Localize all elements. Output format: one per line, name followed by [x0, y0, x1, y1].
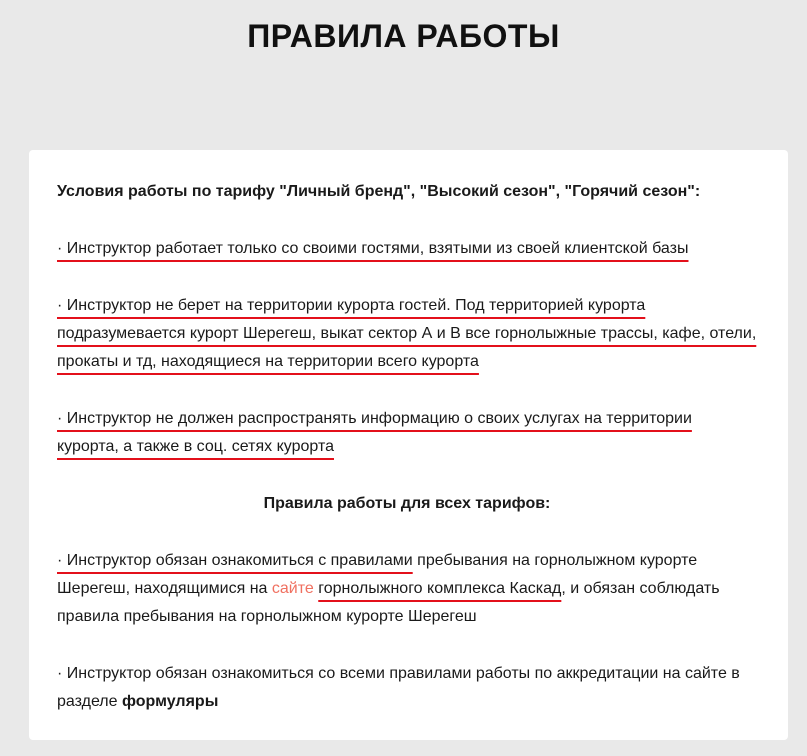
rule-no-advertising [57, 405, 757, 461]
page-title: ПРАВИЛА РАБОТЫ [247, 18, 560, 54]
rule-accreditation [57, 660, 757, 716]
rule-no-resort-guests [57, 292, 757, 376]
rule-stay-rules-underlined: · Инструктор обязан ознакомиться с правилами [57, 552, 413, 569]
section-heading-tariffs: Условия работы по тарифу "Личный бренд", "Высокий сезон", "Горячий сезон": [57, 183, 701, 200]
rule-own-guests [57, 235, 757, 263]
rule-own-guests-text: · Инструктор работает только со своими гостями, взятыми из своей клиентской базы [57, 240, 689, 257]
section-heading-all-tariffs: Правила работы для всех тарифов: [263, 495, 551, 512]
rules-content [57, 178, 757, 716]
rule-stay-rules [57, 547, 757, 631]
rules-card [29, 150, 788, 740]
rule-accreditation-text: · Инструктор обязан ознакомиться со всеми правилами работы по аккредитации на сайте в разделе [57, 665, 740, 710]
forms-link[interactable]: формуляры [121, 693, 219, 710]
rule-no-resort-guests-text: · Инструктор не берет на территории курорта гостей. Под территорией курорта подразумевается курорт Шерегеш, выкат сектор А и В все горнолыжные трассы, кафе, отели, прокаты и тд, находящиеся на территории всего курорта [57, 297, 757, 370]
rule-stay-rules-complex: горнолыжного комплекса Каскад [318, 580, 562, 597]
site-link[interactable]: сайте [271, 580, 314, 597]
rule-stay-rules-end: , и обязан соблюдать правила пребывания на горнолыжном курорте Шерегеш [57, 580, 720, 625]
rule-no-advertising-text: · Инструктор не должен распространять информацию о своих услугах на территории курорта, а также в соц. сетях курорта [57, 410, 692, 455]
rule-stay-rules-middle: пребывания на горнолыжном курорте Шерегеш, находящимися на [57, 552, 698, 597]
